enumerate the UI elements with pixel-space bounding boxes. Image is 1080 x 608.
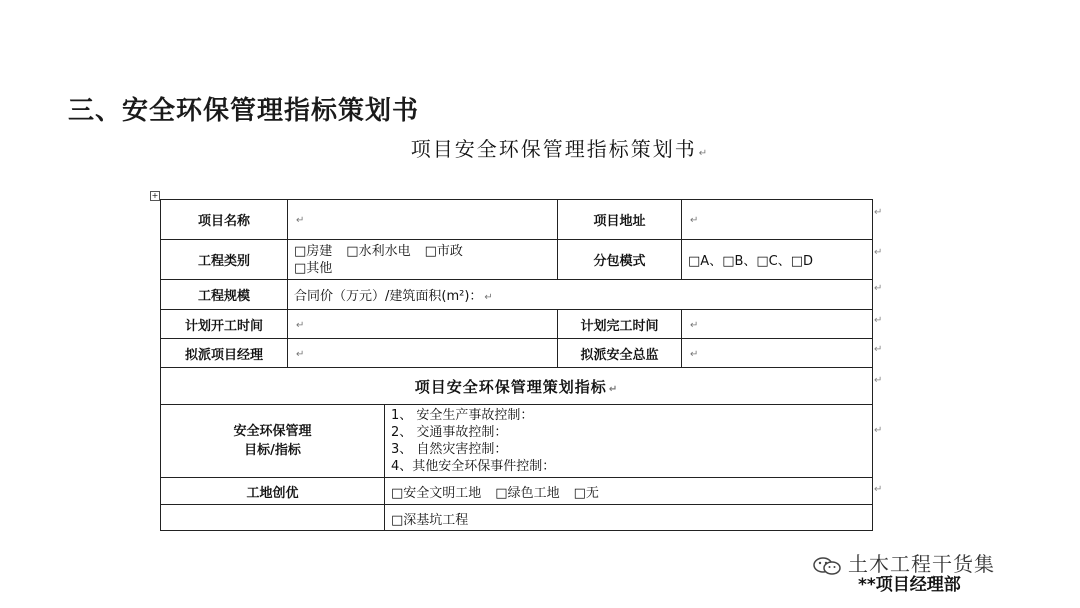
planned-start-cell[interactable] <box>288 310 558 339</box>
planned-end-cell[interactable] <box>682 310 873 339</box>
table-row <box>161 405 873 478</box>
target-label <box>161 405 385 478</box>
return-mark-icon: ↵ <box>296 215 305 226</box>
table-row <box>161 200 873 240</box>
return-mark-icon: ↵ <box>484 292 493 303</box>
municipal-checkbox[interactable]: □市政 <box>424 243 463 259</box>
deep-foundation-checkbox[interactable]: □深基坑工程 <box>391 513 469 528</box>
project-name-label: 项目名称 <box>161 200 288 240</box>
return-mark-icon: ↵ <box>874 484 883 495</box>
return-mark-icon: ↵ <box>296 319 305 331</box>
project-name-cell[interactable] <box>288 200 558 240</box>
page-heading: 三、安全环保管理指标策划书 <box>68 96 420 126</box>
project-address-label: 项目地址 <box>558 200 682 240</box>
footer-department: **项目经理部 <box>858 575 961 595</box>
table-move-handle-icon[interactable]: + <box>151 191 159 200</box>
subcontract-label: 分包模式 <box>558 240 682 280</box>
section-title-text: 项目安全环保管理策划指标 <box>414 377 607 396</box>
water-conservancy-checkbox[interactable]: □水利水电 <box>346 243 411 259</box>
project-manager-cell[interactable] <box>288 339 558 368</box>
section-title <box>161 368 873 405</box>
planning-table <box>160 199 873 531</box>
target-label-line-2: 目标/指标 <box>244 443 301 458</box>
target-label-line-1: 安全环保管理 <box>233 424 312 439</box>
no-award-checkbox[interactable]: □无 <box>573 485 599 501</box>
table-row <box>161 478 873 505</box>
other-type-checkbox[interactable]: □其他 <box>294 260 333 276</box>
return-mark-icon: ↵ <box>690 348 699 360</box>
planning-table-container <box>160 199 872 528</box>
project-scale-label: 工程规模 <box>161 280 288 310</box>
return-mark-icon: ↵ <box>874 344 883 355</box>
house-building-checkbox[interactable]: □房建 <box>294 243 333 259</box>
return-mark-icon: ↵ <box>874 315 883 326</box>
project-type-label: 工程类别 <box>161 240 288 280</box>
project-scale-text: 合同价（万元）/建筑面积(m²)： <box>294 289 483 304</box>
target-item: 1、 安全生产事故控制： <box>391 408 534 423</box>
green-site-checkbox[interactable]: □绿色工地 <box>495 485 560 501</box>
return-mark-icon: ↵ <box>690 215 699 226</box>
site-award-label: 工地创优 <box>161 478 385 505</box>
table-row <box>161 310 873 339</box>
table-row <box>161 368 873 405</box>
target-item: 2、 交通事故控制： <box>391 425 508 440</box>
return-mark-icon: ↵ <box>296 348 305 360</box>
project-scale-cell[interactable] <box>288 280 873 310</box>
site-award-cell <box>385 478 873 505</box>
return-mark-icon: ↵ <box>698 148 710 159</box>
target-item: 4、其他安全环保事件控制： <box>391 459 556 474</box>
table-row <box>161 280 873 310</box>
wechat-icon <box>812 555 842 577</box>
row-end-marks <box>874 199 886 499</box>
target-item: 3、 自然灾害控制： <box>391 442 508 457</box>
project-address-cell[interactable] <box>682 200 873 240</box>
planned-end-label: 计划完工时间 <box>558 310 682 339</box>
table-row <box>161 505 873 531</box>
project-manager-label: 拟派项目经理 <box>161 339 288 368</box>
table-row <box>161 240 873 280</box>
return-mark-icon: ↵ <box>874 375 883 386</box>
safety-director-label: 拟派安全总监 <box>558 339 682 368</box>
document-title-text: 项目安全环保管理指标策划书 <box>410 137 697 161</box>
targets-cell[interactable] <box>385 405 873 478</box>
safety-director-cell[interactable] <box>682 339 873 368</box>
table-row <box>161 339 873 368</box>
project-type-cell <box>288 240 558 280</box>
return-mark-icon: ↵ <box>608 383 619 395</box>
planned-start-label: 计划开工时间 <box>161 310 288 339</box>
return-mark-icon: ↵ <box>874 283 883 294</box>
document-title <box>0 133 1080 162</box>
watermark-text: 土木工程干货集 <box>848 552 995 576</box>
partial-row-label <box>161 505 385 531</box>
return-mark-icon: ↵ <box>874 207 883 218</box>
partial-row-cell <box>385 505 873 531</box>
subcontract-options[interactable]: □A、□B、□C、□D <box>682 240 873 280</box>
civilized-site-checkbox[interactable]: □安全文明工地 <box>391 485 482 501</box>
return-mark-icon: ↵ <box>690 319 699 331</box>
return-mark-icon: ↵ <box>874 425 883 436</box>
return-mark-icon: ↵ <box>874 247 883 258</box>
